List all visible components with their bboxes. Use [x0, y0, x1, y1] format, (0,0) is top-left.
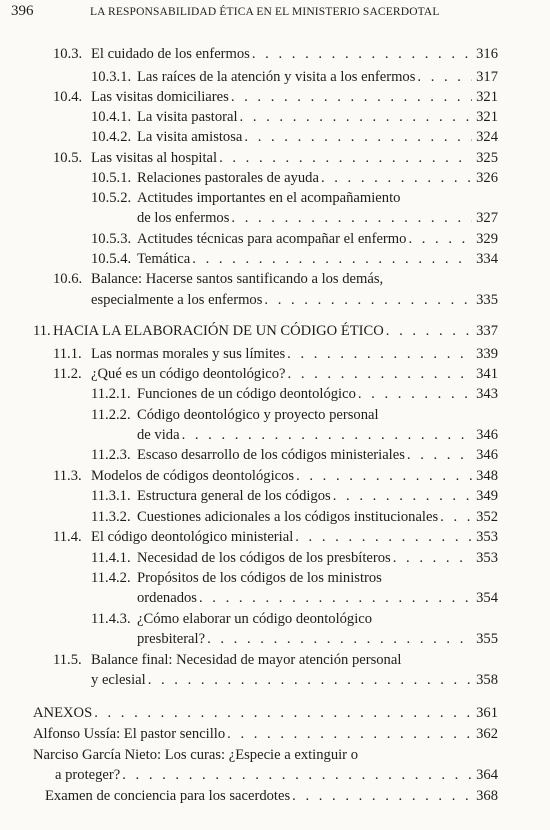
- toc-entry-page: 335: [476, 292, 498, 308]
- dot-leader: [407, 445, 472, 465]
- toc-entry-page: 355: [476, 631, 498, 647]
- running-title: LA RESPONSABILIDAD ÉTICA EN EL MINISTERIO SACERDOTAL: [90, 6, 440, 18]
- toc-entry-page: 349: [476, 488, 498, 504]
- toc-entry: [91, 486, 498, 506]
- toc-entry: [53, 344, 498, 364]
- dot-leader: [292, 786, 472, 806]
- toc-entry-title: Examen de conciencia para los sacerdotes: [45, 788, 291, 804]
- toc-entry-number: 10.4.: [53, 89, 83, 105]
- toc-entry-number: 10.5.2.: [91, 190, 132, 206]
- toc-entry-page: 321: [476, 109, 498, 125]
- dot-leader: [231, 87, 472, 107]
- toc-entry-page: 334: [476, 251, 498, 267]
- toc-entry-page: 353: [476, 529, 498, 545]
- dot-leader: [417, 67, 472, 87]
- toc-entry-page: 316: [476, 46, 498, 62]
- toc-entry-page: 358: [476, 672, 498, 688]
- toc-entry-title: Código deontológico y proyecto personal: [137, 407, 379, 423]
- dot-leader: [148, 670, 472, 690]
- toc-entry: [91, 405, 498, 425]
- toc-entry-title: de los enfermos: [137, 210, 230, 226]
- toc-entry: [91, 168, 498, 188]
- toc-entry-number: 11.2.1.: [91, 386, 131, 402]
- toc-entry-title: especialmente a los enfermos: [91, 292, 263, 308]
- toc-entry: [91, 507, 498, 527]
- toc-entry-page: 341: [476, 366, 498, 382]
- toc-entry-title: presbiteral?: [137, 631, 206, 647]
- toc-entry-page: 337: [476, 323, 498, 339]
- toc-entry-title: de vida: [137, 427, 180, 443]
- toc-entry: [91, 229, 498, 249]
- toc-entry-number: 11.2.2.: [91, 407, 131, 423]
- toc-entry-number: 11.1.: [53, 346, 82, 362]
- toc-entry: [91, 445, 498, 465]
- toc-entry-number: 11.: [33, 323, 51, 339]
- toc-entry-title: El código deontológico ministerial: [91, 529, 294, 545]
- toc-entry-number: 11.3.: [53, 468, 82, 484]
- toc-entry-page: 321: [476, 89, 498, 105]
- toc-entry-number: 10.6.: [53, 271, 83, 287]
- dot-leader: [252, 44, 472, 64]
- dot-leader: [94, 703, 472, 723]
- dot-leader: [296, 466, 472, 486]
- toc-entry-number: 11.3.1.: [91, 488, 131, 504]
- toc-entry-page: 362: [476, 726, 498, 742]
- toc-entry-number: 11.3.2.: [91, 509, 131, 525]
- toc-entry-number: 11.2.: [53, 366, 82, 382]
- toc-entry: [91, 127, 498, 147]
- toc-entry-page: 346: [476, 427, 498, 443]
- toc-entry: [137, 425, 498, 445]
- toc-entry-title: ¿Cómo elaborar un código deontológico: [137, 611, 373, 627]
- toc-entry: [55, 765, 498, 785]
- dot-leader: [287, 344, 472, 364]
- toc-entry-title: ¿Qué es un código deontológico?: [91, 366, 286, 382]
- toc-entry: [91, 670, 498, 690]
- toc-entry-number: 11.2.3.: [91, 447, 131, 463]
- toc-entry-number: 10.5.4.: [91, 251, 132, 267]
- toc-entry: [53, 87, 498, 107]
- toc-entry-title: Narciso García Nieto: Los curas: ¿Especie a extinguir o: [33, 747, 358, 763]
- toc-entry-number: 11.4.: [53, 529, 82, 545]
- toc-entry-title: Necesidad de los códigos de los presbíteros: [137, 550, 391, 566]
- toc-entry-page: 364: [476, 767, 498, 783]
- toc-entry: [91, 290, 498, 310]
- dot-leader: [408, 229, 472, 249]
- toc-entry-page: 325: [476, 150, 498, 166]
- toc-entry-page: 354: [476, 590, 498, 606]
- toc-entry-title: Balance: Hacerse santos santificando a los demás,: [91, 271, 384, 287]
- toc-entry-title: Balance final: Necesidad de mayor atención personal: [91, 652, 402, 668]
- dot-leader: [219, 148, 472, 168]
- toc-entry-page: 368: [476, 788, 498, 804]
- toc-entry-title: Las normas morales y sus límites: [91, 346, 286, 362]
- toc-entry: [91, 249, 498, 269]
- toc-entry: [53, 269, 498, 289]
- dot-leader: [333, 486, 472, 506]
- dot-leader: [207, 629, 472, 649]
- dot-leader: [358, 384, 472, 404]
- toc-entry-number: 11.4.1.: [91, 550, 131, 566]
- toc-entry-title: a proteger?: [55, 767, 121, 783]
- toc-entry-page: 343: [476, 386, 498, 402]
- dot-leader: [227, 724, 472, 744]
- toc-entry: [91, 548, 498, 568]
- toc-entry-page: 329: [476, 231, 498, 247]
- toc-entry-number: 10.5.1.: [91, 170, 132, 186]
- dot-leader: [440, 507, 472, 527]
- toc-entry-title: Escaso desarrollo de los códigos ministeriales: [137, 447, 405, 463]
- toc-entry: [33, 745, 498, 765]
- toc-entry-number: 11.5.: [53, 652, 82, 668]
- dot-leader: [182, 425, 472, 445]
- toc-entry: [91, 67, 498, 87]
- toc-entry-title: Funciones de un código deontológico: [137, 386, 356, 402]
- toc-entry-number: 10.5.3.: [91, 231, 132, 247]
- toc-entry-title: Temática: [137, 251, 191, 267]
- dot-leader: [393, 548, 472, 568]
- toc-entry: [53, 650, 498, 670]
- dot-leader: [295, 527, 472, 547]
- running-header: [0, 0, 550, 30]
- toc-entry-page: 324: [476, 129, 498, 145]
- toc-entry-title: Actitudes importantes en el acompañamiento: [137, 190, 401, 206]
- toc-entry-page: 361: [476, 705, 498, 721]
- toc-entry-title: La visita pastoral: [137, 109, 238, 125]
- toc-entry-title: La visita amistosa: [137, 129, 243, 145]
- toc-entry-title: Actitudes técnicas para acompañar el enfermo: [137, 231, 407, 247]
- dot-leader: [321, 168, 472, 188]
- toc-entry-title: ordenados: [137, 590, 197, 606]
- toc-entry-page: 327: [476, 210, 498, 226]
- toc-entry-page: 352: [476, 509, 498, 525]
- toc-entry: [91, 384, 498, 404]
- dot-leader: [386, 321, 472, 341]
- toc-entry-number: 10.4.2.: [91, 129, 132, 145]
- toc-entry-title: y eclesial: [91, 672, 146, 688]
- toc-entry-number: 11.4.3.: [91, 611, 131, 627]
- toc-entry-page: 346: [476, 447, 498, 463]
- toc-entry-title: Relaciones pastorales de ayuda: [137, 170, 319, 186]
- toc-entry-title: Las raíces de la atención y visita a los enfermos: [137, 69, 416, 85]
- toc-entry-page: 348: [476, 468, 498, 484]
- toc-entry: [53, 44, 498, 64]
- dot-leader: [244, 127, 472, 147]
- toc-entry: [33, 321, 498, 341]
- toc-entry: [53, 148, 498, 168]
- toc-entry-number: 11.4.2.: [91, 570, 131, 586]
- dot-leader: [231, 208, 472, 228]
- toc-entry-title: Alfonso Ussía: El pastor sencillo: [33, 726, 226, 742]
- toc-entry-title: Cuestiones adicionales a los códigos institucionales: [137, 509, 439, 525]
- toc-entry: [53, 364, 498, 384]
- toc-entry: [45, 786, 498, 806]
- toc-entry-title: Las visitas domiciliares: [91, 89, 229, 105]
- toc-entry-title: El cuidado de los enfermos: [91, 46, 250, 62]
- toc-entry-number: 10.4.1.: [91, 109, 132, 125]
- toc-entry: [33, 703, 498, 723]
- toc-entry-page: 326: [476, 170, 498, 186]
- toc-entry: [91, 107, 498, 127]
- dot-leader: [240, 107, 472, 127]
- dot-leader: [192, 249, 472, 269]
- toc-entry: [53, 466, 498, 486]
- toc-entry-title: HACIA LA ELABORACIÓN DE UN CÓDIGO ÉTICO: [53, 323, 384, 339]
- toc-entry: [137, 629, 498, 649]
- toc-entry-number: 10.3.1.: [91, 69, 132, 85]
- dot-leader: [264, 290, 472, 310]
- toc-entry-title: Propósitos de los códigos de los ministros: [137, 570, 382, 586]
- toc-entry: [137, 208, 498, 228]
- toc-entry-number: 10.3.: [53, 46, 83, 62]
- toc-entry-page: 353: [476, 550, 498, 566]
- dot-leader: [288, 364, 472, 384]
- toc-entry-title: Modelos de códigos deontológicos: [91, 468, 295, 484]
- toc-entry-title: ANEXOS: [33, 705, 93, 721]
- toc-entry-page: 339: [476, 346, 498, 362]
- toc-entry: [33, 724, 498, 744]
- toc-entry-title: Estructura general de los códigos: [137, 488, 331, 504]
- toc-entry-page: 317: [476, 69, 498, 85]
- dot-leader: [199, 588, 472, 608]
- dot-leader: [122, 765, 472, 785]
- toc-entry: [91, 188, 498, 208]
- toc-entry-title: Las visitas al hospital: [91, 150, 218, 166]
- toc-entry: [91, 609, 498, 629]
- toc-entry: [91, 568, 498, 588]
- toc-entry: [53, 527, 498, 547]
- page-number: 396: [11, 3, 34, 19]
- toc-entry-number: 10.5.: [53, 150, 83, 166]
- toc-entry: [137, 588, 498, 608]
